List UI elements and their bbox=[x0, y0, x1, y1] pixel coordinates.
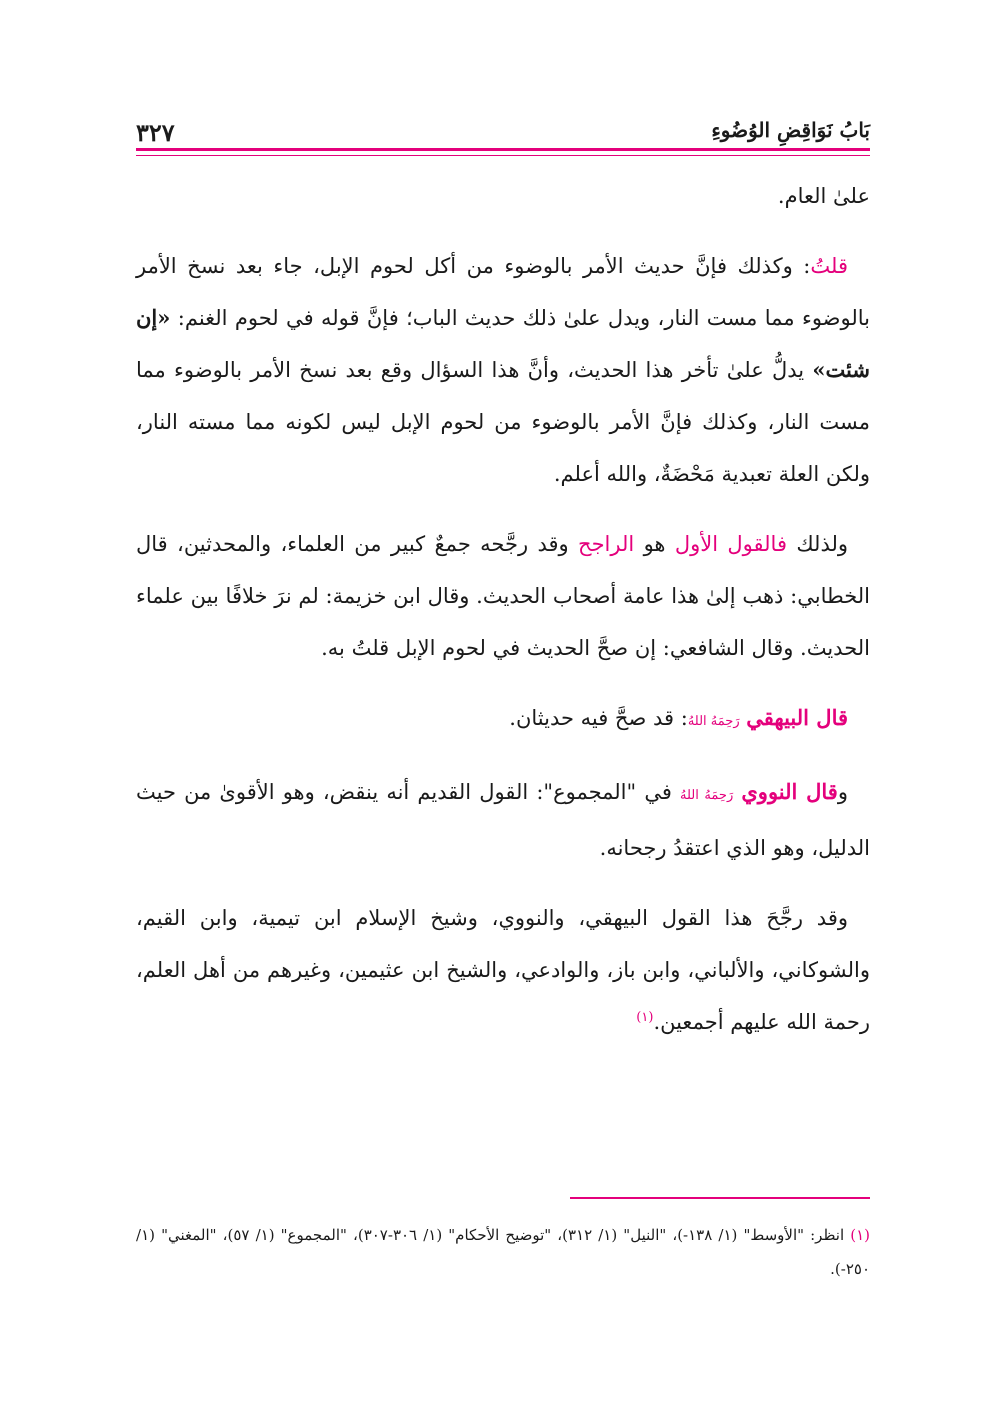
footnotes bbox=[136, 1218, 870, 1286]
preferred-highlight: الراجح bbox=[578, 532, 635, 556]
footnote-item bbox=[136, 1218, 870, 1286]
chapter-title: بَابُ نَوَاقِضِ الوُضُوءِ bbox=[711, 118, 870, 142]
footnote-separator bbox=[570, 1197, 870, 1199]
page-header bbox=[136, 112, 870, 148]
honorific-glyph: رَحِمَهُ اللهُ bbox=[687, 714, 740, 729]
bayhaqi-lead: قال البيهقي bbox=[746, 705, 848, 730]
header-rule-thin bbox=[136, 155, 870, 156]
paragraph-6 bbox=[136, 892, 870, 1048]
paragraph-5 bbox=[136, 766, 870, 874]
honorific-glyph: رَحِمَهُ اللهُ bbox=[680, 788, 734, 803]
paragraph-4-text: : قد صحَّ فيه حديثان. bbox=[509, 706, 688, 730]
page-number: ٣٢٧ bbox=[136, 118, 175, 147]
footnote-text: انظر: "الأوسط" (١/ ١٣٨-)، "النيل" (١/ ٣١٢)، "توضيح الأحكام" (١/ ٣٠٦-٣٠٧)، "المجموع" (١/ ٥٧)، "المغني" (١/ ٢٥٠-). bbox=[136, 1226, 870, 1278]
paragraph-3-text-2: هو bbox=[634, 532, 675, 556]
footnote-reference[interactable]: (١) bbox=[636, 1010, 654, 1025]
paragraph-3-text-3: وقد رجَّحه جمعٌ كبير من العلماء، والمحدثين، قال الخطابي: ذهب إلىٰ هذا عامة أصحاب الحديث. وقال ابن خزيمة: لم نرَ خلافًا بين علماء الحديث. وقال الشافعي: إن صحَّ الحديث في لحوم الإبل قلتُ به. bbox=[136, 532, 870, 660]
first-opinion-highlight: فالقول الأول bbox=[674, 532, 787, 556]
paragraph-4 bbox=[136, 692, 870, 748]
paragraph-3 bbox=[136, 518, 870, 674]
paragraph-5-text-1: في bbox=[636, 780, 680, 804]
paragraph-2 bbox=[136, 240, 870, 500]
paragraph-5-text-2: : القول القديم أنه ينقض، وهو الأقوىٰ من حيث الدليل، وهو الذي اعتقدُ رجحانه. bbox=[136, 780, 870, 860]
paragraph-5-prefix: و bbox=[837, 780, 848, 804]
nawawi-lead: قال النووي bbox=[741, 779, 838, 804]
paragraph-6-text: وقد رجَّحَ هذا القول البيهقي، والنووي، وشيخ الإسلام ابن تيمية، وابن القيم، والشوكاني، والألباني، وابن باز، والوادعي، والشيخ ابن عثيمين، وغيرهم من أهل العلم، رحمة الله عليهم أجمعين. bbox=[136, 906, 870, 1034]
header-rule-thick bbox=[136, 148, 870, 151]
hadith-quote: «إن شئت» bbox=[136, 305, 870, 382]
paragraph-3-text-1: ولذلك bbox=[787, 532, 849, 556]
qultu-lead: قلتُ bbox=[810, 254, 848, 278]
book-title-majmu: "المجموع" bbox=[543, 780, 637, 804]
paragraph-1 bbox=[136, 170, 870, 222]
paragraph-2-text-2: يدلُّ علىٰ تأخر هذا الحديث، وأنَّ هذا السؤال وقع بعد نسخ الأمر بالوضوء مما مست النار، وكذلك فإنَّ الأمر بالوضوء من لحوم الإبل ليس لكونه مما مسته النار، ولكن العلة تعبدية مَحْضَةٌ، والله أعلم. bbox=[136, 358, 870, 486]
paragraph-1-text: علىٰ العام. bbox=[777, 184, 870, 208]
main-text bbox=[136, 170, 870, 1066]
footnote-number: (١) bbox=[850, 1226, 870, 1244]
paragraph-2-text-1: : وكذلك فإنَّ حديث الأمر بالوضوء من أكل لحوم الإبل، جاء بعد نسخ الأمر بالوضوء مما مست النار، ويدل علىٰ ذلك حديث الباب؛ فإنَّ قوله في لحوم الغنم: bbox=[136, 254, 870, 330]
